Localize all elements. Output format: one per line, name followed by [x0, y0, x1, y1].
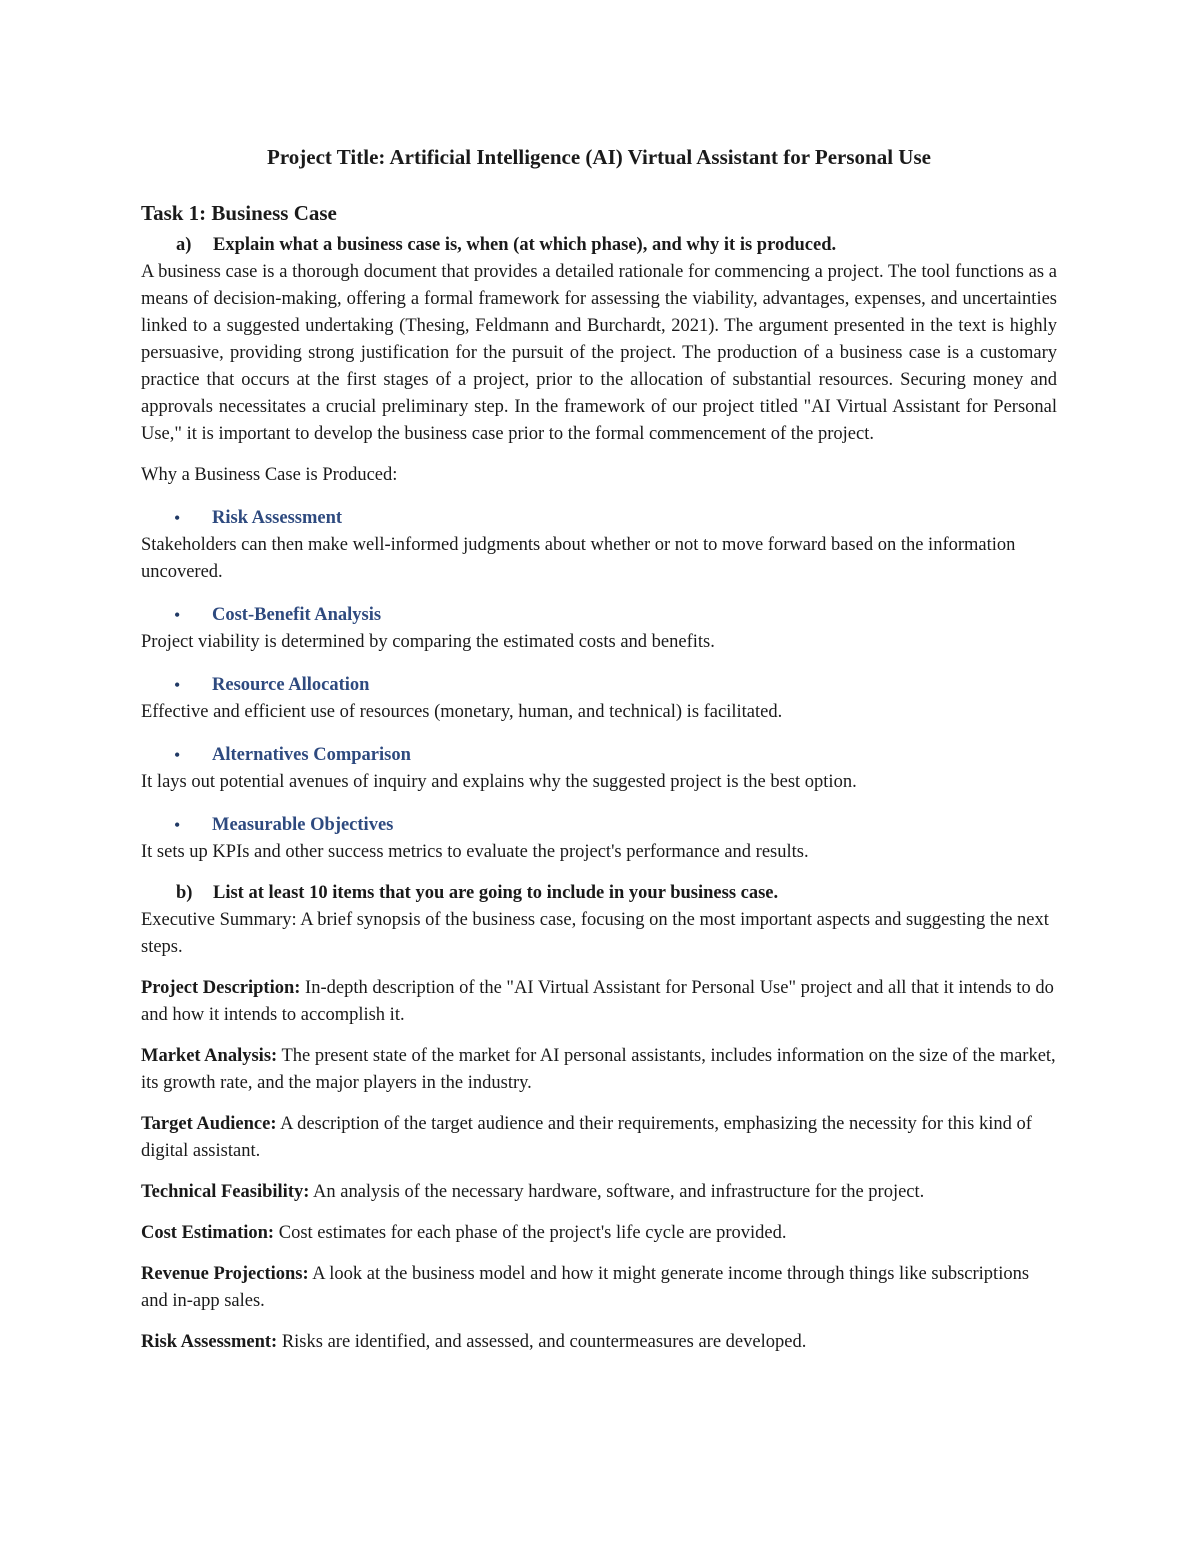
item-label: Project Description:	[141, 978, 301, 998]
question-a-text: Explain what a business case is, when (at which phase), and why it is produced.	[213, 235, 837, 255]
reason-item	[141, 505, 1057, 532]
item-label: Target Audience:	[141, 1114, 277, 1134]
question-a	[141, 232, 1057, 259]
item-text: The present state of the market for AI personal assistants, includes information on the size of the market, its growth rate, and the major players in the industry.	[141, 1046, 1056, 1093]
reason-item	[141, 742, 1057, 769]
intro-paragraph: A business case is a thorough document that provides a detailed rationale for commencing a project. The tool functions as a means of decision-making, offering a formal framework for assessing the viability, advantages, expenses, and uncertainties linked to a suggested undertaking (Thesing, Feldmann and Burchardt, 2021). The argument presented in the text is highly persuasive, providing strong justification for the pursuit of the project. The production of a business case is a customary practice that occurs at the first stages of a project, prior to the allocation of substantial resources. Securing money and approvals necessitates a crucial preliminary step. In the framework of our project titled "AI Virtual Assistant for Personal Use," it is important to develop the business case prior to the formal commencement of the project.	[141, 262, 1057, 444]
reason-item	[141, 812, 1057, 839]
item-label: Risk Assessment:	[141, 1332, 278, 1352]
reason-text: Stakeholders can then make well-informed judgments about whether or not to move forward based on the information uncovered.	[141, 535, 1016, 582]
bullet-icon: •	[174, 745, 181, 765]
business-case-item	[141, 1329, 1057, 1356]
business-case-items	[141, 907, 1057, 1356]
reasons-list	[141, 505, 1057, 866]
reason-text: Project viability is determined by comparing the estimated costs and benefits.	[141, 632, 715, 652]
document-body	[141, 142, 1057, 1356]
reason-title: Cost-Benefit Analysis	[212, 605, 382, 625]
business-case-item	[141, 975, 1057, 1029]
task-heading: Task 1: Business Case	[141, 201, 337, 225]
reason-text: It sets up KPIs and other success metrics to evaluate the project's performance and results.	[141, 842, 809, 862]
reason-text: It lays out potential avenues of inquiry and explains why the suggested project is the best option.	[141, 772, 857, 792]
item-label: Revenue Projections:	[141, 1264, 309, 1284]
question-b-text: List at least 10 items that you are going to include in your business case.	[213, 883, 779, 903]
question-a-label: a)	[176, 235, 192, 255]
item-text: Risks are identified, and assessed, and countermeasures are developed.	[277, 1332, 807, 1352]
why-heading: Why a Business Case is Produced:	[141, 465, 398, 485]
item-label: Market Analysis:	[141, 1046, 278, 1066]
bullet-icon: •	[174, 675, 181, 695]
reason-item	[141, 602, 1057, 629]
business-case-item	[141, 1261, 1057, 1315]
document-title: Project Title: Artificial Intelligence (AI) Virtual Assistant for Personal Use	[267, 145, 931, 169]
reason-title: Resource Allocation	[212, 675, 370, 695]
question-b-label: b)	[176, 883, 193, 903]
bullet-icon: •	[174, 815, 181, 835]
item-text: In-depth description of the "AI Virtual Assistant for Personal Use" project and all that it intends to do and how it intends to accomplish it.	[141, 978, 1054, 1025]
item-label: Technical Feasibility:	[141, 1182, 310, 1202]
bullet-icon: •	[174, 605, 181, 625]
business-case-item	[141, 1043, 1057, 1097]
business-case-item	[141, 907, 1057, 961]
reason-title: Measurable Objectives	[212, 815, 394, 835]
item-text: An analysis of the necessary hardware, software, and infrastructure for the project.	[309, 1182, 925, 1202]
bullet-icon: •	[174, 508, 181, 528]
item-text: A brief synopsis of the business case, focusing on the most important aspects and suggesting the next steps.	[141, 910, 1049, 957]
business-case-item	[141, 1220, 1057, 1247]
item-text: Cost estimates for each phase of the project's life cycle are provided.	[274, 1223, 787, 1243]
question-b	[141, 880, 1057, 907]
item-label: Cost Estimation:	[141, 1223, 275, 1243]
reason-text: Effective and efficient use of resources (monetary, human, and technical) is facilitated.	[141, 702, 783, 722]
item-text: A description of the target audience and their requirements, emphasizing the necessity for this kind of digital assistant.	[141, 1114, 1032, 1161]
reason-title: Risk Assessment	[212, 508, 343, 528]
business-case-item	[141, 1111, 1057, 1165]
business-case-item	[141, 1179, 1057, 1206]
reason-item	[141, 672, 1057, 699]
item-text: A look at the business model and how it might generate income through things like subscriptions and in-app sales.	[141, 1264, 1030, 1311]
reason-title: Alternatives Comparison	[212, 745, 411, 765]
item-label: Executive Summary:	[141, 910, 297, 930]
